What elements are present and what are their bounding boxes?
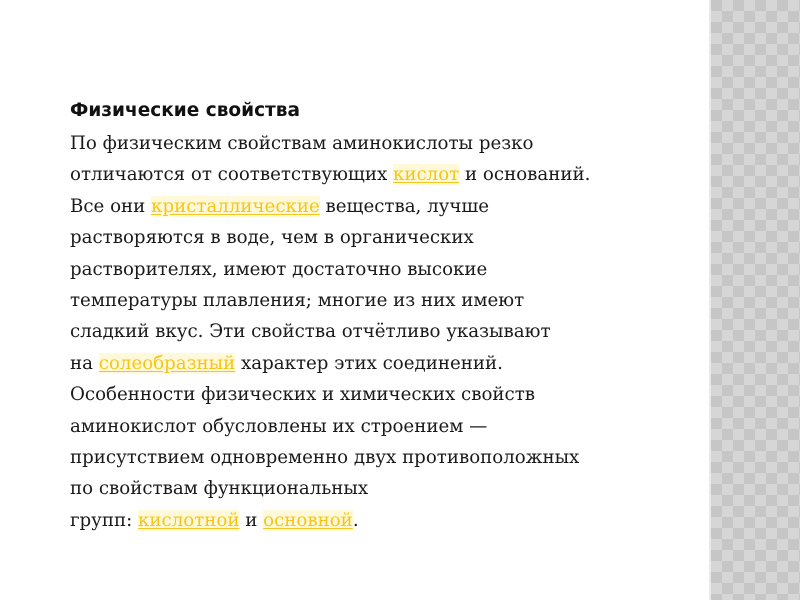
text-line	[70, 191, 700, 222]
text-segment: на	[70, 352, 99, 374]
text-line: по свойствам функциональных	[70, 478, 369, 500]
link-kristallicheskie[interactable]: кристаллические	[151, 195, 320, 217]
link-kisloty[interactable]: кислот	[393, 164, 460, 186]
text-line	[70, 505, 700, 536]
text-segment: Все они	[70, 195, 152, 217]
text-segment: характер этих соединений.	[235, 352, 503, 374]
text-segment: отличаются от соответствующих	[70, 164, 393, 186]
slide-content	[70, 96, 700, 536]
decorative-side-pattern	[711, 0, 800, 600]
text-line: присутствием одновременно двух противоположных	[70, 447, 580, 469]
link-kislotnoi[interactable]: кислотной	[138, 509, 240, 531]
text-line	[70, 348, 700, 379]
text-line: аминокислот обусловлены их строением —	[70, 415, 488, 437]
slide-body	[70, 128, 700, 536]
text-line: растворителях, имеют достаточно высокие	[70, 258, 488, 280]
text-segment: .	[352, 509, 359, 531]
slide-title: Физические свойства	[70, 100, 300, 121]
text-line: растворяются в воде, чем в органических	[70, 227, 474, 249]
text-line: Особенности физических и химических свойств	[70, 384, 536, 406]
text-line: По физическим свойствам аминокислоты резко	[70, 133, 534, 154]
text-segment: и оснований.	[459, 164, 591, 186]
text-segment: и	[239, 509, 264, 531]
text-line	[70, 159, 700, 190]
text-line: сладкий вкус. Эти свойства отчётливо указывают	[70, 321, 551, 343]
text-segment: групп:	[70, 509, 139, 531]
link-soleobraznyi[interactable]: солеобразный	[98, 352, 236, 374]
link-osnovnoi[interactable]: основной	[263, 509, 353, 531]
text-line: температуры плавления; многие из них имеют	[70, 290, 525, 312]
text-segment: вещества, лучше	[319, 195, 490, 217]
